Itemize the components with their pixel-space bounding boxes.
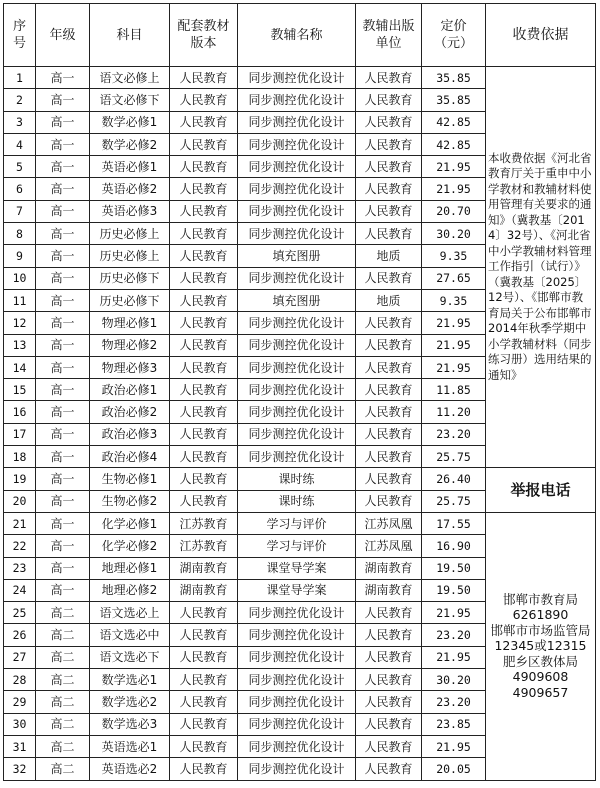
cell-publisher: 人民教育 [356, 691, 422, 713]
cell-textbook: 人民教育 [170, 178, 238, 200]
cell-grade: 高一 [36, 200, 90, 222]
cell-grade: 高一 [36, 446, 90, 468]
cell-aux-name: 同步测控优化设计 [238, 67, 356, 89]
cell-seq: 13 [4, 334, 36, 356]
cell-grade: 高一 [36, 111, 90, 133]
cell-grade: 高一 [36, 156, 90, 178]
cell-publisher: 人民教育 [356, 200, 422, 222]
cell-publisher: 人民教育 [356, 669, 422, 691]
cell-seq: 3 [4, 111, 36, 133]
cell-textbook: 人民教育 [170, 289, 238, 311]
cell-aux-name: 同步测控优化设计 [238, 223, 356, 245]
cell-price: 19.50 [422, 579, 486, 601]
cell-aux-name: 填充图册 [238, 289, 356, 311]
cell-subject: 语文选必中 [90, 624, 170, 646]
cell-grade: 高一 [36, 178, 90, 200]
cell-price: 21.95 [422, 602, 486, 624]
cell-publisher: 湖南教育 [356, 579, 422, 601]
cell-seq: 26 [4, 624, 36, 646]
cell-seq: 31 [4, 735, 36, 757]
cell-textbook: 江苏教育 [170, 535, 238, 557]
cell-grade: 高一 [36, 468, 90, 490]
cell-aux-name: 课时练 [238, 468, 356, 490]
cell-grade: 高二 [36, 602, 90, 624]
cell-grade: 高二 [36, 691, 90, 713]
cell-price: 26.40 [422, 468, 486, 490]
cell-subject: 英语选必1 [90, 735, 170, 757]
cell-price: 20.70 [422, 200, 486, 222]
report-phone-line: 4909608 [512, 669, 569, 685]
cell-subject: 生物必修2 [90, 490, 170, 512]
cell-aux-name: 课堂导学案 [238, 557, 356, 579]
cell-aux-name: 同步测控优化设计 [238, 334, 356, 356]
cell-price: 17.55 [422, 512, 486, 534]
cell-subject: 化学必修2 [90, 535, 170, 557]
cell-grade: 高一 [36, 223, 90, 245]
cell-subject: 语文必修下 [90, 89, 170, 111]
cell-subject: 数学选必2 [90, 691, 170, 713]
cell-price: 42.85 [422, 111, 486, 133]
cell-grade: 高一 [36, 356, 90, 378]
cell-textbook: 人民教育 [170, 646, 238, 668]
cell-textbook: 人民教育 [170, 713, 238, 735]
cell-price: 42.85 [422, 133, 486, 155]
cell-textbook: 江苏教育 [170, 512, 238, 534]
cell-subject: 地理必修1 [90, 557, 170, 579]
cell-aux-name: 同步测控优化设计 [238, 156, 356, 178]
cell-textbook: 人民教育 [170, 312, 238, 334]
cell-seq: 12 [4, 312, 36, 334]
cell-publisher: 地质 [356, 245, 422, 267]
cell-aux-name: 同步测控优化设计 [238, 267, 356, 289]
cell-grade: 高一 [36, 490, 90, 512]
cell-seq: 25 [4, 602, 36, 624]
cell-aux-name: 同步测控优化设计 [238, 200, 356, 222]
cell-price: 21.95 [422, 646, 486, 668]
cell-textbook: 人民教育 [170, 245, 238, 267]
cell-publisher: 人民教育 [356, 67, 422, 89]
cell-aux-name: 同步测控优化设计 [238, 624, 356, 646]
cell-textbook: 人民教育 [170, 446, 238, 468]
cell-grade: 高二 [36, 624, 90, 646]
cell-textbook: 人民教育 [170, 602, 238, 624]
cell-publisher: 人民教育 [356, 468, 422, 490]
cell-aux-name: 同步测控优化设计 [238, 178, 356, 200]
cell-aux-name: 同步测控优化设计 [238, 133, 356, 155]
cell-textbook: 人民教育 [170, 111, 238, 133]
cell-textbook: 人民教育 [170, 200, 238, 222]
cell-aux-name: 同步测控优化设计 [238, 669, 356, 691]
cell-textbook: 湖南教育 [170, 557, 238, 579]
cell-publisher: 人民教育 [356, 223, 422, 245]
report-phone-line: 肥乡区教体局 [502, 653, 578, 669]
header-publisher: 教辅出版单位 [356, 4, 422, 67]
cell-price: 11.85 [422, 379, 486, 401]
cell-price: 23.20 [422, 691, 486, 713]
cell-textbook: 人民教育 [170, 691, 238, 713]
cell-aux-name: 同步测控优化设计 [238, 423, 356, 445]
cell-price: 21.95 [422, 312, 486, 334]
fee-basis-text: 本收费依据《河北省教育厅关于重申中小学教材和教辅材料使用管理有关要求的通知》（冀教基〔2014〕32号）、《河北省中小学教辅材料管理工作指引（试行）》（冀教基〔2025〕12号）、《邯郸市教育局关于公布邯郸市2014年秋季学期中小学教辅材料（同步练习册）选用结果的通知》 [486, 67, 596, 468]
table-row [4, 67, 596, 89]
cell-textbook: 湖南教育 [170, 579, 238, 601]
cell-price: 20.05 [422, 758, 486, 780]
cell-grade: 高一 [36, 379, 90, 401]
cell-publisher: 人民教育 [356, 713, 422, 735]
cell-grade: 高一 [36, 89, 90, 111]
table-body [4, 67, 596, 781]
cell-price: 23.20 [422, 423, 486, 445]
cell-subject: 历史必修上 [90, 223, 170, 245]
cell-publisher: 人民教育 [356, 646, 422, 668]
cell-subject: 地理必修2 [90, 579, 170, 601]
cell-price: 9.35 [422, 289, 486, 311]
cell-seq: 8 [4, 223, 36, 245]
cell-price: 16.90 [422, 535, 486, 557]
cell-grade: 高一 [36, 512, 90, 534]
cell-seq: 5 [4, 156, 36, 178]
header-grade: 年级 [36, 4, 90, 67]
cell-seq: 22 [4, 535, 36, 557]
cell-publisher: 人民教育 [356, 423, 422, 445]
cell-subject: 政治必修2 [90, 401, 170, 423]
cell-seq: 32 [4, 758, 36, 780]
cell-grade: 高一 [36, 67, 90, 89]
cell-subject: 政治必修4 [90, 446, 170, 468]
cell-grade: 高一 [36, 245, 90, 267]
cell-publisher: 人民教育 [356, 446, 422, 468]
header-seq: 序号 [4, 4, 36, 67]
cell-subject: 语文选必下 [90, 646, 170, 668]
cell-price: 9.35 [422, 245, 486, 267]
cell-textbook: 人民教育 [170, 490, 238, 512]
cell-publisher: 人民教育 [356, 267, 422, 289]
cell-publisher: 江苏凤凰 [356, 535, 422, 557]
cell-aux-name: 同步测控优化设计 [238, 89, 356, 111]
cell-textbook: 人民教育 [170, 758, 238, 780]
cell-aux-name: 同步测控优化设计 [238, 446, 356, 468]
textbook-fee-table [3, 3, 596, 781]
cell-aux-name: 同步测控优化设计 [238, 646, 356, 668]
cell-aux-name: 同步测控优化设计 [238, 735, 356, 757]
cell-price: 23.20 [422, 624, 486, 646]
cell-seq: 7 [4, 200, 36, 222]
cell-seq: 4 [4, 133, 36, 155]
cell-grade: 高一 [36, 334, 90, 356]
report-phone-list [486, 512, 596, 780]
cell-seq: 20 [4, 490, 36, 512]
header-price: 定价（元） [422, 4, 486, 67]
cell-textbook: 人民教育 [170, 423, 238, 445]
cell-publisher: 人民教育 [356, 401, 422, 423]
cell-aux-name: 同步测控优化设计 [238, 758, 356, 780]
cell-publisher: 人民教育 [356, 758, 422, 780]
cell-subject: 数学必修1 [90, 111, 170, 133]
cell-publisher: 湖南教育 [356, 557, 422, 579]
cell-seq: 9 [4, 245, 36, 267]
cell-price: 11.20 [422, 401, 486, 423]
cell-publisher: 人民教育 [356, 156, 422, 178]
cell-publisher: 地质 [356, 289, 422, 311]
cell-textbook: 人民教育 [170, 334, 238, 356]
cell-aux-name: 同步测控优化设计 [238, 356, 356, 378]
cell-aux-name: 同步测控优化设计 [238, 312, 356, 334]
cell-price: 21.95 [422, 356, 486, 378]
cell-subject: 英语必修3 [90, 200, 170, 222]
cell-seq: 29 [4, 691, 36, 713]
report-phone-title: 举报电话 [486, 468, 596, 513]
cell-grade: 高二 [36, 758, 90, 780]
cell-textbook: 人民教育 [170, 624, 238, 646]
cell-subject: 英语必修1 [90, 156, 170, 178]
cell-subject: 物理必修1 [90, 312, 170, 334]
cell-grade: 高一 [36, 401, 90, 423]
table-row [4, 468, 596, 490]
cell-aux-name: 课堂导学案 [238, 579, 356, 601]
cell-seq: 1 [4, 67, 36, 89]
header-row [4, 4, 596, 67]
cell-seq: 21 [4, 512, 36, 534]
cell-subject: 化学必修1 [90, 512, 170, 534]
cell-price: 21.95 [422, 156, 486, 178]
cell-subject: 历史必修下 [90, 267, 170, 289]
cell-seq: 15 [4, 379, 36, 401]
header-textbook: 配套教材版本 [170, 4, 238, 67]
cell-price: 30.20 [422, 669, 486, 691]
cell-publisher: 人民教育 [356, 379, 422, 401]
cell-subject: 英语必修2 [90, 178, 170, 200]
cell-price: 35.85 [422, 89, 486, 111]
cell-subject: 政治必修1 [90, 379, 170, 401]
cell-grade: 高一 [36, 289, 90, 311]
cell-textbook: 人民教育 [170, 401, 238, 423]
cell-price: 35.85 [422, 67, 486, 89]
cell-subject: 数学必修2 [90, 133, 170, 155]
cell-grade: 高二 [36, 735, 90, 757]
cell-seq: 2 [4, 89, 36, 111]
cell-seq: 14 [4, 356, 36, 378]
cell-aux-name: 填充图册 [238, 245, 356, 267]
cell-grade: 高一 [36, 312, 90, 334]
cell-grade: 高一 [36, 579, 90, 601]
cell-seq: 24 [4, 579, 36, 601]
cell-textbook: 人民教育 [170, 735, 238, 757]
cell-aux-name: 同步测控优化设计 [238, 401, 356, 423]
cell-seq: 10 [4, 267, 36, 289]
cell-subject: 语文选必上 [90, 602, 170, 624]
cell-textbook: 人民教育 [170, 223, 238, 245]
cell-aux-name: 课时练 [238, 490, 356, 512]
report-phone-line: 6261890 [512, 607, 569, 623]
cell-textbook: 人民教育 [170, 156, 238, 178]
table-row [4, 512, 596, 534]
cell-publisher: 人民教育 [356, 111, 422, 133]
header-aux-name: 教辅名称 [238, 4, 356, 67]
cell-textbook: 人民教育 [170, 356, 238, 378]
cell-publisher: 人民教育 [356, 133, 422, 155]
cell-publisher: 江苏凤凰 [356, 512, 422, 534]
cell-subject: 生物必修1 [90, 468, 170, 490]
report-phone-line: 4909657 [512, 684, 569, 700]
cell-grade: 高一 [36, 267, 90, 289]
cell-aux-name: 同步测控优化设计 [238, 602, 356, 624]
cell-grade: 高二 [36, 646, 90, 668]
cell-subject: 数学选必3 [90, 713, 170, 735]
cell-subject: 历史必修上 [90, 245, 170, 267]
cell-aux-name: 同步测控优化设计 [238, 713, 356, 735]
cell-publisher: 人民教育 [356, 89, 422, 111]
cell-grade: 高一 [36, 557, 90, 579]
cell-price: 19.50 [422, 557, 486, 579]
cell-publisher: 人民教育 [356, 178, 422, 200]
header-fee-basis: 收费依据 [486, 4, 596, 67]
cell-textbook: 人民教育 [170, 669, 238, 691]
cell-seq: 18 [4, 446, 36, 468]
cell-publisher: 人民教育 [356, 602, 422, 624]
cell-subject: 英语选必2 [90, 758, 170, 780]
cell-publisher: 人民教育 [356, 334, 422, 356]
cell-price: 30.20 [422, 223, 486, 245]
cell-subject: 历史必修下 [90, 289, 170, 311]
cell-seq: 16 [4, 401, 36, 423]
report-phone-line: 邯郸市教育局 [502, 591, 578, 607]
cell-grade: 高一 [36, 423, 90, 445]
cell-price: 21.95 [422, 334, 486, 356]
cell-seq: 28 [4, 669, 36, 691]
cell-aux-name: 同步测控优化设计 [238, 111, 356, 133]
cell-grade: 高二 [36, 669, 90, 691]
cell-seq: 30 [4, 713, 36, 735]
cell-grade: 高一 [36, 133, 90, 155]
cell-aux-name: 同步测控优化设计 [238, 379, 356, 401]
cell-textbook: 人民教育 [170, 67, 238, 89]
cell-publisher: 人民教育 [356, 735, 422, 757]
cell-subject: 物理必修3 [90, 356, 170, 378]
cell-seq: 23 [4, 557, 36, 579]
cell-publisher: 人民教育 [356, 356, 422, 378]
cell-seq: 19 [4, 468, 36, 490]
cell-publisher: 人民教育 [356, 312, 422, 334]
cell-publisher: 人民教育 [356, 490, 422, 512]
cell-textbook: 人民教育 [170, 133, 238, 155]
cell-seq: 27 [4, 646, 36, 668]
cell-price: 27.65 [422, 267, 486, 289]
cell-aux-name: 学习与评价 [238, 535, 356, 557]
cell-price: 21.95 [422, 178, 486, 200]
cell-price: 21.95 [422, 735, 486, 757]
cell-price: 25.75 [422, 446, 486, 468]
cell-subject: 政治必修3 [90, 423, 170, 445]
cell-grade: 高一 [36, 535, 90, 557]
cell-aux-name: 学习与评价 [238, 512, 356, 534]
cell-seq: 11 [4, 289, 36, 311]
cell-textbook: 人民教育 [170, 468, 238, 490]
report-phone-line: 邯郸市市场监管局12345或12315 [490, 622, 591, 654]
cell-textbook: 人民教育 [170, 89, 238, 111]
cell-textbook: 人民教育 [170, 267, 238, 289]
cell-grade: 高二 [36, 713, 90, 735]
cell-seq: 6 [4, 178, 36, 200]
cell-publisher: 人民教育 [356, 624, 422, 646]
cell-price: 25.75 [422, 490, 486, 512]
cell-subject: 数学选必1 [90, 669, 170, 691]
header-subject: 科目 [90, 4, 170, 67]
cell-subject: 语文必修上 [90, 67, 170, 89]
cell-seq: 17 [4, 423, 36, 445]
cell-subject: 物理必修2 [90, 334, 170, 356]
cell-aux-name: 同步测控优化设计 [238, 691, 356, 713]
cell-textbook: 人民教育 [170, 379, 238, 401]
cell-price: 23.85 [422, 713, 486, 735]
